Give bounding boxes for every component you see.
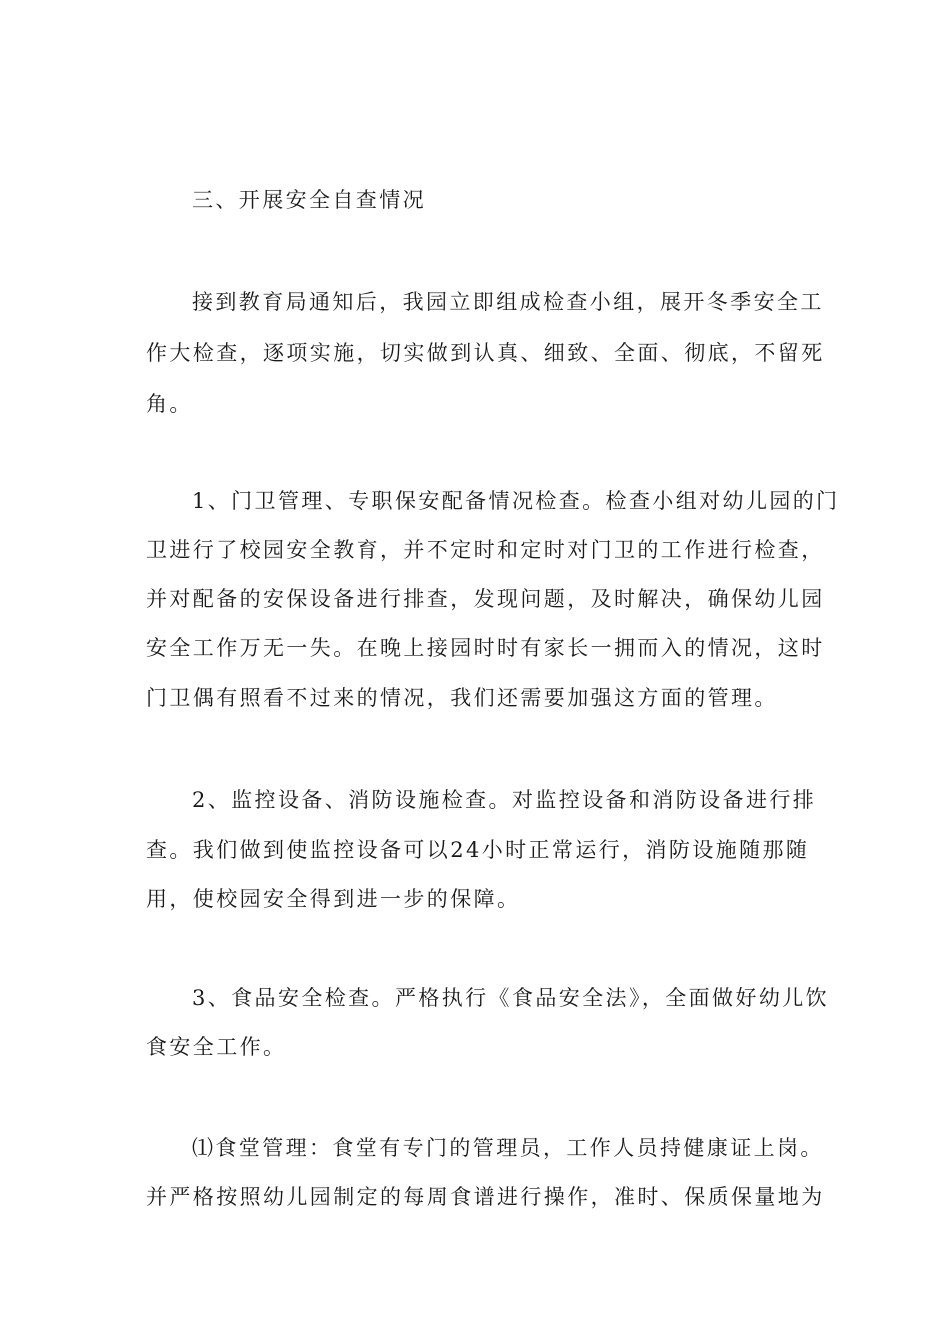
- paragraph-line: 2、监控设备、消防设施检查。对监控设备和消防设备进行排: [192, 788, 817, 812]
- paragraph-line: 3、食品安全检查。严格执行《食品安全法》，全面做好幼儿饮: [192, 986, 830, 1010]
- paragraph-line: 用，使校园安全得到进一步的保障。: [146, 887, 521, 911]
- paragraph-line: 安全工作万无一失。在晚上接园时时有家长一拥而入的情况，这时: [146, 636, 825, 660]
- paragraph-line: 查。我们做到使监控设备可以24小时正常运行，消防设施随那随: [146, 838, 810, 862]
- paragraph-line: ⑴食堂管理：食堂有专门的管理员，工作人员持健康证上岗。: [192, 1136, 824, 1160]
- paragraph-line: 作大检查，逐项实施，切实做到认真、细致、全面、彻底，不留死: [146, 341, 825, 365]
- paragraph-line: 并严格按照幼儿园制定的每周食谱进行操作，准时、保质保量地为: [146, 1185, 825, 1209]
- paragraph-line: 并对配备的安保设备进行排查，发现问题，及时解决，确保幼儿园: [146, 587, 825, 611]
- paragraph-line: 食安全工作。: [146, 1035, 287, 1059]
- paragraph-line: 卫进行了校园安全教育，并不定时和定时对门卫的工作进行检查，: [146, 538, 825, 562]
- paragraph-line: 角。: [146, 392, 193, 416]
- paragraph-line: 1、门卫管理、专职保安配备情况检查。检查小组对幼儿园的门: [192, 489, 840, 513]
- paragraph-line: 门卫偶有照看不过来的情况，我们还需要加强这方面的管理。: [146, 686, 778, 710]
- section-heading: 三、开展安全自查情况: [192, 188, 426, 212]
- paragraph-line: 接到教育局通知后，我园立即组成检查小组，展开冬季安全工: [192, 290, 824, 314]
